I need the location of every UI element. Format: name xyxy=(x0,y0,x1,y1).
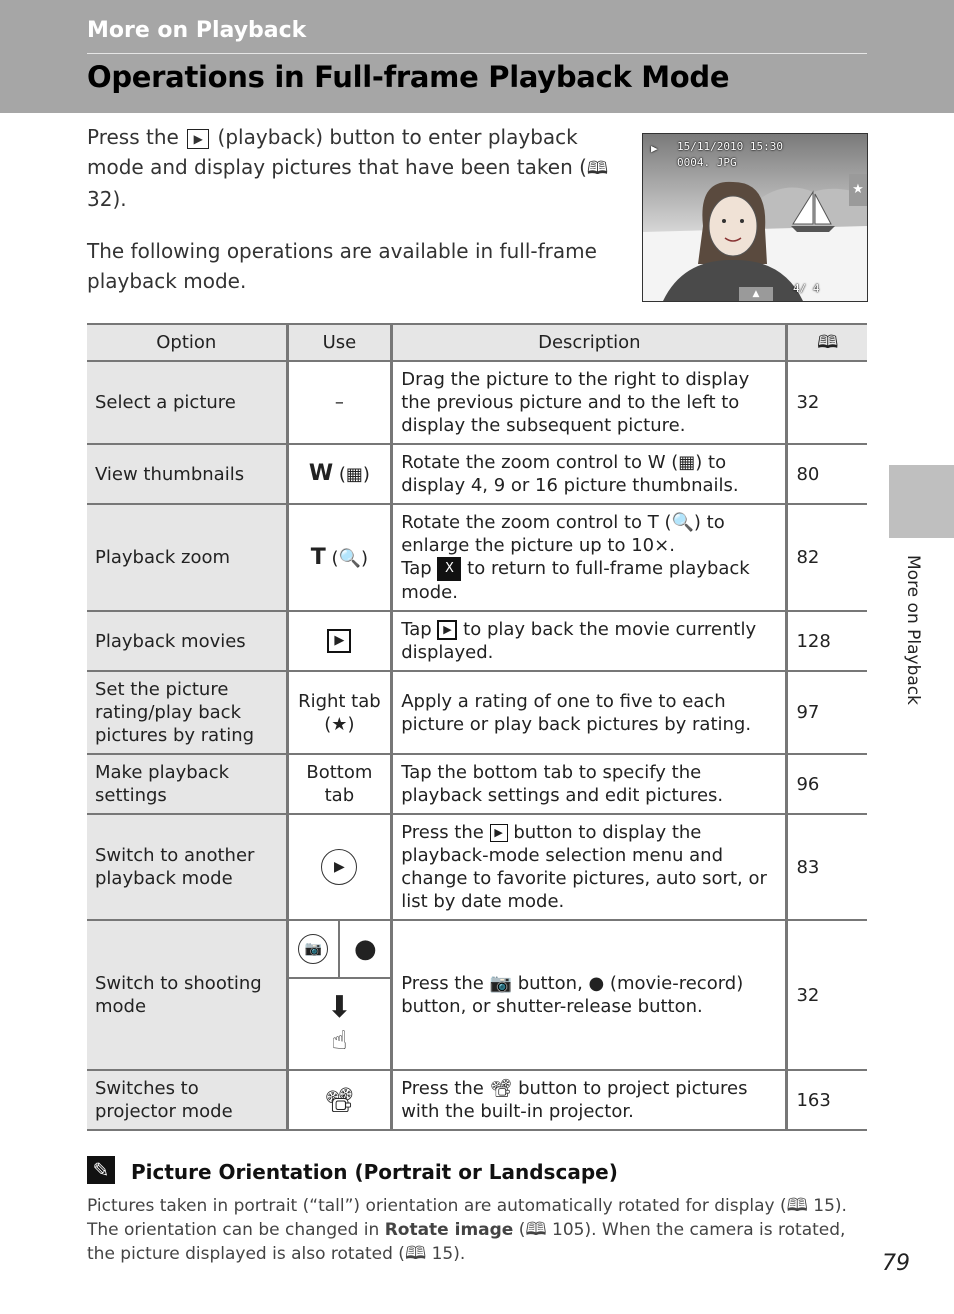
row-page: 82 xyxy=(787,504,867,611)
row-use xyxy=(287,444,392,504)
table-row xyxy=(87,361,867,444)
playback-button-icon: ▶ xyxy=(321,849,357,885)
row-option: View thumbnails xyxy=(87,444,287,504)
playback-button-icon: ▶ xyxy=(187,129,209,149)
header-use: Use xyxy=(287,324,392,361)
note-text: Pictures taken in portrait (“tall”) orientation are automatically rotated for display ( xyxy=(87,1196,787,1216)
filename-readout: 0004. JPG xyxy=(677,156,737,169)
row-option: Switch to shooting mode xyxy=(87,920,287,1070)
note-text: 15). The orientation can be changed in xyxy=(87,1196,847,1240)
row-option: Select a picture xyxy=(87,361,287,444)
description-text: to play back the movie currently displayed. xyxy=(401,619,757,663)
row-description: Tap the bottom tab to specify the playback settings and edit pictures. xyxy=(392,754,787,814)
row-use xyxy=(287,814,392,920)
down-arrow-icon: ⬇ xyxy=(326,990,352,1025)
section-title: More on Playback xyxy=(87,18,307,43)
book-icon: 🕮 xyxy=(586,158,609,179)
intro-page-ref: 32). xyxy=(87,187,127,211)
row-use xyxy=(287,611,392,671)
row-page: 96 xyxy=(787,754,867,814)
row-description: Press the 📽 button to project pictures with the built-in projector. xyxy=(392,1070,787,1130)
shutter-release-illustration xyxy=(289,979,391,1069)
close-x-icon: X xyxy=(437,557,461,581)
row-description: Rotate the zoom control to W (▦) to display 4, 9 or 16 picture thumbnails. xyxy=(392,444,787,504)
intro-text: Press the xyxy=(87,125,179,149)
intro-paragraph-2: The following operations are available in full-frame playback mode. xyxy=(87,239,597,293)
row-page: 83 xyxy=(787,814,867,920)
row-use: – xyxy=(287,361,392,444)
description-line xyxy=(401,557,777,604)
row-option: Switch to another playback mode xyxy=(87,814,287,920)
pencil-icon: ✎ xyxy=(87,1156,115,1184)
table-row xyxy=(87,444,867,504)
book-icon: 🕮 xyxy=(404,1243,427,1264)
page-title: Operations in Full-frame Playback Mode xyxy=(87,60,730,94)
header-description: Description xyxy=(392,324,787,361)
row-page: 128 xyxy=(787,611,867,671)
note-bold-term: Rotate image xyxy=(384,1220,514,1240)
row-description xyxy=(392,611,787,671)
movie-play-icon: ▶ xyxy=(327,629,351,653)
book-icon: 🕮 xyxy=(787,324,867,361)
description-text: button to display the playback-mode selection menu and change to favorite pictures, auto sort, or list by date mode. xyxy=(401,822,767,912)
row-use xyxy=(287,504,392,611)
row-description xyxy=(392,814,787,920)
projector-icon: 📽 xyxy=(287,1070,392,1130)
row-page: 97 xyxy=(787,671,867,754)
row-option: Playback zoom xyxy=(87,504,287,611)
table-row xyxy=(87,814,867,920)
face xyxy=(709,196,757,256)
row-description: Apply a rating of one to five to each picture or play back pictures by rating. xyxy=(392,671,787,754)
table-header-row xyxy=(87,324,867,361)
book-icon: 🕮 xyxy=(786,1195,808,1216)
row-option: Switches to projector mode xyxy=(87,1070,287,1130)
row-option: Playback movies xyxy=(87,611,287,671)
movie-play-icon: ▶ xyxy=(437,620,457,640)
chapter-tab xyxy=(889,465,954,538)
description-line: Rotate the zoom control to T (🔍) to enlarge the picture up to 10×. xyxy=(401,512,725,556)
camera-icon xyxy=(289,921,341,977)
row-page: 32 xyxy=(787,361,867,444)
use-text: Right tab xyxy=(298,690,381,712)
datetime-readout: 15/11/2010 15:30 xyxy=(677,140,783,153)
intro-paragraph-1 xyxy=(87,122,627,214)
page-number: 79 xyxy=(882,1251,910,1276)
bottom-tab[interactable]: ▲ xyxy=(739,287,773,301)
thumbnail-icon: (▦) xyxy=(338,464,370,485)
camera-glyph: 📷 xyxy=(298,934,328,964)
operations-table xyxy=(87,323,867,1131)
playback-button-icon: ▶ xyxy=(490,824,508,842)
header-option: Option xyxy=(87,324,287,361)
use-text: tab xyxy=(324,785,355,806)
book-icon: 🕮 xyxy=(525,1219,547,1240)
note-body xyxy=(87,1194,867,1266)
row-description: Drag the picture to the right to display the previous picture and to the left to display the subsequent picture. xyxy=(392,361,787,444)
table-row xyxy=(87,611,867,671)
table-row xyxy=(87,504,867,611)
header-band xyxy=(0,0,954,113)
chapter-side-label: More on Playback xyxy=(903,555,923,705)
note-heading: Picture Orientation (Portrait or Landscape) xyxy=(131,1160,618,1184)
note-text: ( xyxy=(513,1220,526,1240)
row-option: Set the picture rating/play back pictures by rating xyxy=(87,671,287,754)
row-use xyxy=(287,920,392,1070)
row-description xyxy=(392,504,787,611)
row-page: 32 xyxy=(787,920,867,1070)
finger-press-icon: ☝ xyxy=(331,1026,348,1056)
row-page: 163 xyxy=(787,1070,867,1130)
wide-zoom-icon: W xyxy=(308,461,334,486)
playback-screen-image xyxy=(642,133,868,302)
frame-counter: 4/ 4 xyxy=(793,282,820,295)
row-option: Make playback settings xyxy=(87,754,287,814)
row-use xyxy=(287,754,392,814)
row-use xyxy=(287,671,392,754)
note-text: 15). xyxy=(431,1244,466,1264)
mode-indicator: ▶ xyxy=(651,142,658,155)
description-text: Tap xyxy=(401,619,432,640)
tele-zoom-icon: T xyxy=(310,544,326,570)
table-row xyxy=(87,671,867,754)
note-text: 105). When the camera is rotated, the picture displayed is also rotated ( xyxy=(87,1220,846,1264)
description-text: to return to full-frame playback mode. xyxy=(401,558,750,603)
header-divider xyxy=(87,53,867,54)
movie-record-icon: ● xyxy=(353,933,377,964)
use-text: Bottom xyxy=(306,762,373,783)
table-row xyxy=(87,754,867,814)
row-description: Press the 📷 button, ● (movie-record) button, or shutter-release button. xyxy=(392,920,787,1070)
intro-text: (playback) button to enter playback mode and display pictures that have been taken ( xyxy=(87,125,587,179)
use-button-group xyxy=(289,921,391,979)
table-row xyxy=(87,1070,867,1130)
magnify-icon: (🔍) xyxy=(331,547,368,569)
table-row xyxy=(87,920,867,1070)
star-icon: (★) xyxy=(324,713,355,735)
description-text: Tap xyxy=(401,558,432,579)
description-text: Press the xyxy=(401,822,484,843)
row-page: 80 xyxy=(787,444,867,504)
rating-right-tab[interactable]: ★ xyxy=(849,174,867,206)
